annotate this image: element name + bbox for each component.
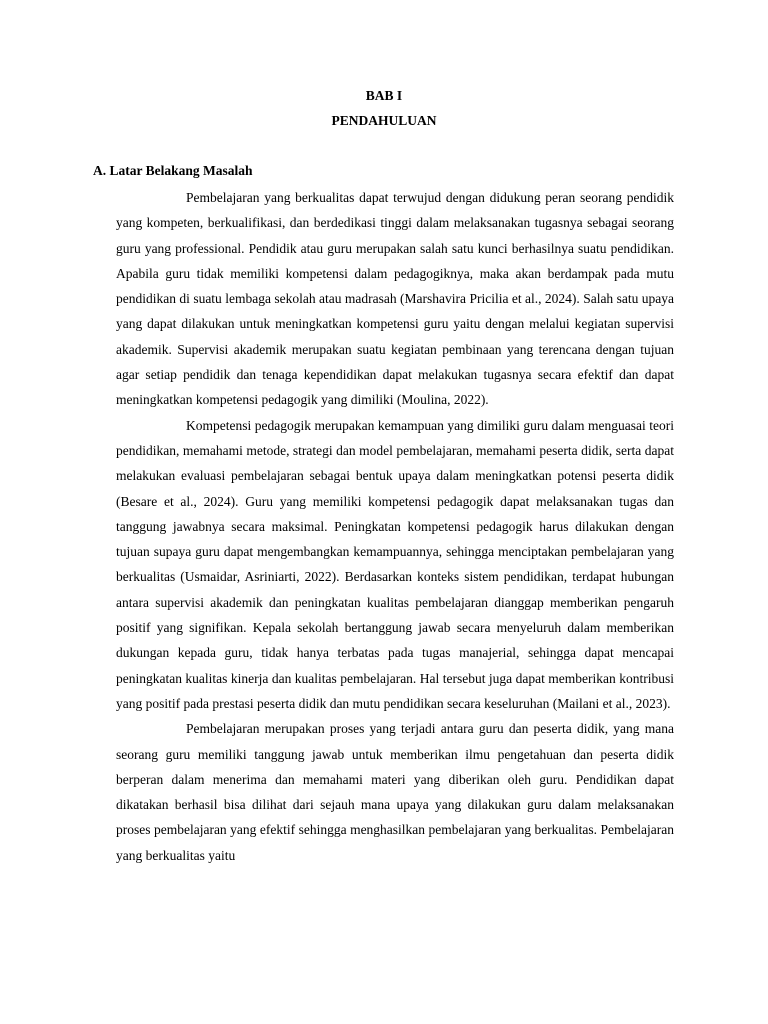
paragraph: Pembelajaran yang berkualitas dapat terwujud dengan didukung peran seorang pendidik yang kompeten, berkualifikasi, dan berdedikasi tinggi dalam melaksanakan tugasnya sebagai seorang guru yang professional. Pendidik atau guru merupakan salah satu kunci berhasilnya suatu pendidikan. Apabila guru tidak memiliki kompetensi dalam pedagogiknya, maka akan berdampak pada mutu pendidikan di suatu lembaga sekolah atau madrasah (Marshavira Pricilia et al., 2024). Salah satu upaya yang dapat dilakukan untuk meningkatkan kompetensi guru yaitu dengan melalui kegiatan supervisi akademik. Supervisi akademik merupakan suatu kegiatan pembinaan yang terencana dengan tujuan agar setiap pendidik dan tenaga kependidikan dapat melakukan tugasnya secara efektif dan dapat meningkatkan kompetensi pedagogik yang dimiliki (Moulina, 2022). <box>116 190 674 408</box>
section-heading: A. Latar Belakang Masalah <box>93 163 253 178</box>
paragraph: Pembelajaran merupakan proses yang terjadi antara guru dan peserta didik, yang mana seorang guru memiliki tanggung jawab untuk memberikan ilmu pengetahuan dan peserta didik berperan dalam menerima dan memahami materi yang diberikan oleh guru. Pendidikan dapat dikatakan berhasil bisa dilihat dari sejauh mana upaya yang dilakukan guru dalam melaksanakan proses pembelajaran yang efektif sehingga menghasilkan pembelajaran yang berkualitas. Pembelajaran yang berkualitas yaitu <box>116 721 674 863</box>
paragraph: Kompetensi pedagogik merupakan kemampuan yang dimiliki guru dalam menguasai teori pendidikan, memahami metode, strategi dan model pembelajaran, memahami peserta didik, serta dapat melakukan evaluasi pembelajaran sebagai bentuk upaya dalam meningkatkan potensi peserta didik (Besare et al., 2024). Guru yang memiliki kompetensi pedagogik dapat melaksanakan tugas dan tanggung jawabnya secara maksimal. Peningkatan kompetensi pedagogik harus dilakukan dengan tujuan supaya guru dapat mengembangkan kemampuannya, sehingga menciptakan pembelajaran yang berkualitas (Usmaidar, Asriniarti, 2022). Berdasarkan konteks sistem pendidikan, terdapat hubungan antara supervisi akademik dan peningkatan kualitas pembelajaran dianggap memberikan pengaruh positif yang signifikan. Kepala sekolah bertanggung jawab secara menyeluruh dalam memberikan dukungan kepada guru, tidak hanya terbatas pada tugas manajerial, sehingga dapat mencapai peningkatan kualitas kinerja dan kualitas pembelajaran. Hal tersebut juga dapat memberikan kontribusi yang positif pada prestasi peserta didik dan mutu pendidikan secara keseluruhan (Mailani et al., 2023). <box>116 417 674 711</box>
body-text <box>116 185 674 868</box>
chapter-number: BAB I <box>365 88 403 103</box>
chapter-title: PENDAHULUAN <box>331 113 437 128</box>
